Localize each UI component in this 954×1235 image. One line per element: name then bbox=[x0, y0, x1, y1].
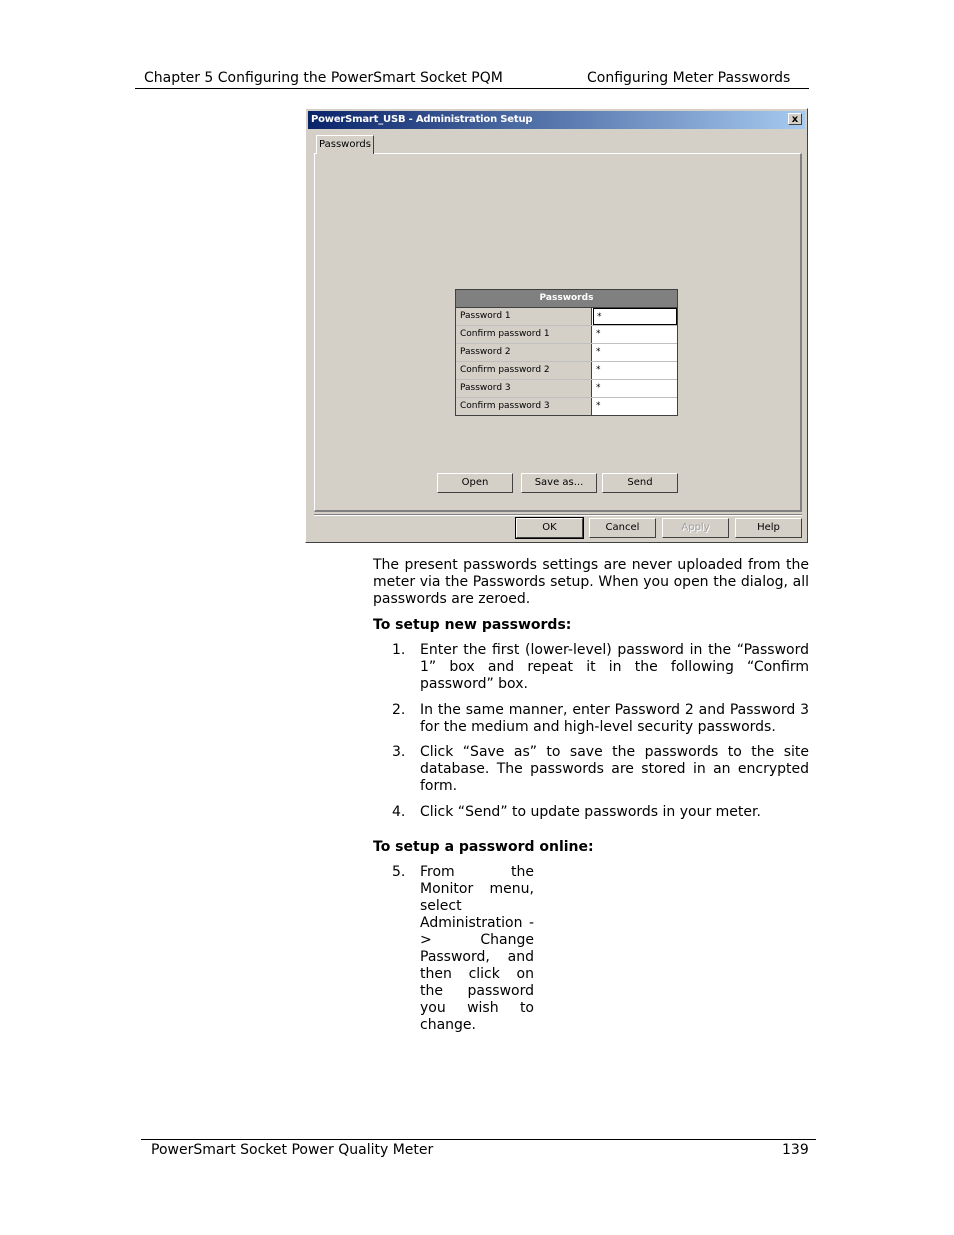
header-rule bbox=[135, 88, 809, 89]
list-number: 2. bbox=[392, 702, 406, 718]
grid-row-password-3 bbox=[456, 380, 677, 398]
password-2-field[interactable]: * bbox=[596, 347, 601, 357]
heading-password-online: To setup a password online: bbox=[373, 839, 594, 855]
grid-title: Passwords bbox=[456, 290, 677, 308]
open-button[interactable]: Open bbox=[437, 473, 513, 493]
confirm-password-2-field[interactable]: * bbox=[596, 365, 601, 375]
list-text: In the same manner, enter Password 2 and Password 3 for the medium and high-level security passwords. bbox=[420, 702, 809, 735]
list-text: Enter the first (lower-level) password in the “Password 1” box and repeat it in the following “Confirm password” box. bbox=[420, 642, 809, 692]
running-header-chapter: Chapter 5 Configuring the PowerSmart Socket PQM bbox=[144, 70, 503, 86]
tab-passwords[interactable]: Passwords bbox=[316, 135, 374, 154]
grid-row-confirm-password-2 bbox=[456, 362, 677, 380]
dialog-title: PowerSmart_USB - Administration Setup bbox=[311, 114, 533, 125]
help-button[interactable]: Help bbox=[735, 518, 802, 538]
running-header-section: Configuring Meter Passwords bbox=[587, 70, 791, 86]
row-label: Password 1 bbox=[456, 308, 592, 325]
grid-row-confirm-password-3 bbox=[456, 398, 677, 416]
list-text: From the Monitor menu, select Administration -> Change Password, and then click on the password you wish to change. bbox=[420, 864, 534, 1033]
cancel-button[interactable]: Cancel bbox=[589, 518, 656, 538]
list-number: 5. bbox=[392, 864, 406, 880]
list-text: Click “Send” to update passwords in your meter. bbox=[420, 804, 761, 820]
close-icon[interactable]: x bbox=[788, 113, 802, 125]
row-label: Password 2 bbox=[456, 344, 592, 361]
apply-label: Apply bbox=[681, 522, 710, 533]
password-1-field[interactable]: * bbox=[593, 308, 677, 325]
administration-setup-dialog bbox=[305, 108, 808, 543]
tab-panel bbox=[314, 153, 802, 512]
dialog-separator bbox=[314, 514, 802, 516]
heading-new-passwords: To setup new passwords: bbox=[373, 617, 572, 633]
ok-button[interactable]: OK bbox=[516, 518, 583, 538]
intro-paragraph: The present passwords settings are never uploaded from the meter via the Passwords setup. When you open the dialog, all passwords are zeroed. bbox=[373, 557, 809, 607]
row-label: Password 3 bbox=[456, 380, 592, 397]
footer-title: PowerSmart Socket Power Quality Meter bbox=[151, 1142, 434, 1158]
confirm-password-1-field[interactable]: * bbox=[596, 329, 601, 339]
dialog-titlebar[interactable] bbox=[308, 111, 805, 129]
password-3-field[interactable]: * bbox=[596, 383, 601, 393]
list-number: 1. bbox=[392, 642, 406, 658]
save-as-button[interactable]: Save as... bbox=[521, 473, 597, 493]
list-number: 4. bbox=[392, 804, 406, 820]
grid-row-confirm-password-1 bbox=[456, 326, 677, 344]
row-label: Confirm password 3 bbox=[456, 398, 592, 415]
footer-rule bbox=[141, 1139, 816, 1140]
row-label: Confirm password 2 bbox=[456, 362, 592, 379]
confirm-password-3-field[interactable]: * bbox=[596, 401, 601, 411]
row-label: Confirm password 1 bbox=[456, 326, 592, 343]
send-button[interactable]: Send bbox=[602, 473, 678, 493]
page-number: 139 bbox=[782, 1142, 809, 1158]
apply-button bbox=[662, 518, 729, 538]
grid-row-password-2 bbox=[456, 344, 677, 362]
passwords-grid bbox=[455, 289, 678, 416]
list-text: Click “Save as” to save the passwords to the site database. The passwords are stored in an encrypted form. bbox=[420, 744, 809, 794]
grid-row-password-1 bbox=[456, 308, 677, 326]
list-number: 3. bbox=[392, 744, 406, 760]
